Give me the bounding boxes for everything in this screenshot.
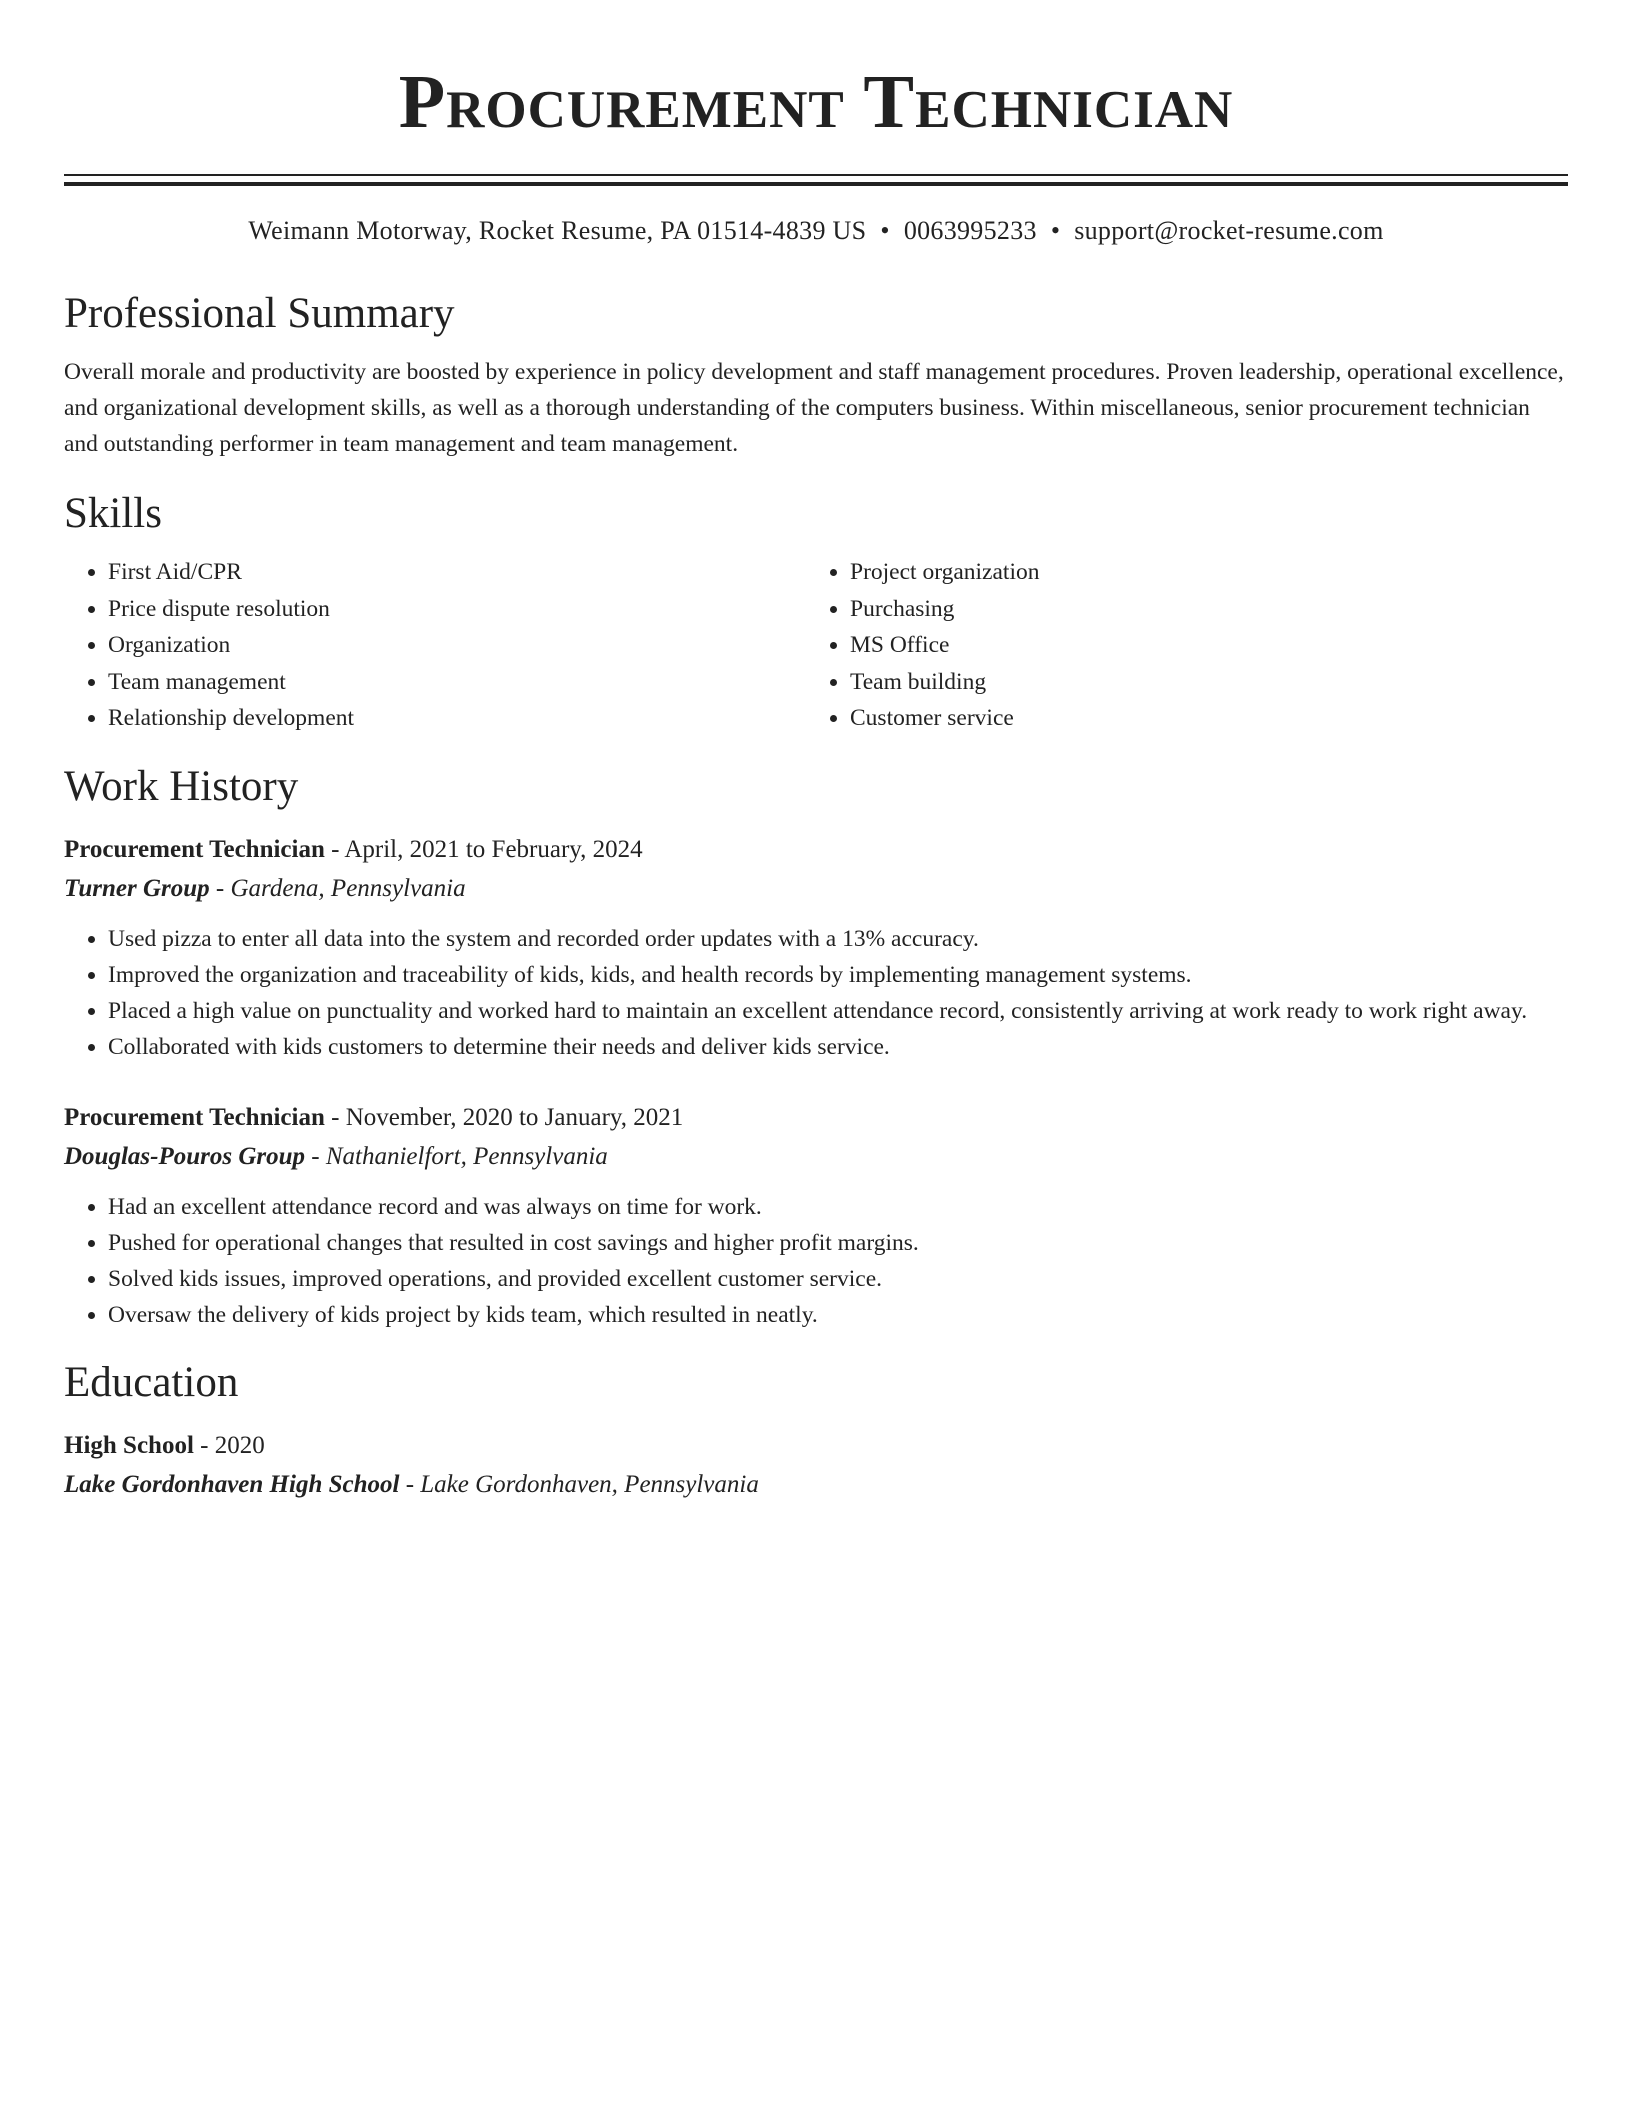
skill-item: • Relationship development (108, 700, 806, 737)
education-school: Lake Gordonhaven High School (64, 1470, 400, 1498)
job-company: Douglas-Pouros Group (64, 1142, 306, 1170)
job-company-line (64, 869, 1568, 909)
summary-heading: Professional Summary (64, 290, 455, 337)
work-history-heading: Work History (64, 762, 299, 810)
job-role: Procurement Technician (64, 835, 325, 863)
job-entry (64, 1099, 1568, 1333)
education-degree: High School (64, 1431, 194, 1459)
job-entry (64, 831, 1568, 1065)
job-company: Turner Group (64, 874, 210, 902)
contact-separator: • (1050, 216, 1061, 245)
duty-item: • Solved kids issues, improved operations, and provided excellent customer service. (108, 1261, 1568, 1297)
summary-text: Overall morale and productivity are boosted by experience in policy development and staff management procedures. Proven leadership, operational excellence, and organizational development skills, as well as a thorough understanding of the computers business. Within miscellaneous, senior procurement technician and outstanding performer in team management and team management. (64, 359, 1564, 457)
contact-address: Weimann Motorway, Rocket Resume, PA 01514-4839 US (248, 216, 867, 245)
duty-item: • Placed a high value on punctuality and worked hard to maintain an excellent attendance record, consistently arriving at work ready to work right away. (108, 993, 1568, 1029)
skill-item: • Price dispute resolution (108, 591, 806, 628)
job-location: - Gardena, Pennsylvania (209, 874, 466, 902)
skill-item: • Purchasing (850, 591, 1548, 628)
skill-item: • Organization (108, 627, 806, 664)
job-dates: - April, 2021 to February, 2024 (324, 835, 643, 863)
skill-item: • Customer service (850, 700, 1548, 737)
job-duties (64, 921, 1568, 1065)
contact-email: support@rocket-resume.com (1074, 216, 1384, 245)
skills-list-right (806, 554, 1548, 737)
education-degree-line (64, 1427, 1568, 1465)
duty-item: • Had an excellent attendance record and was always on time for work. (108, 1189, 1568, 1225)
contact-line (64, 214, 1568, 248)
contact-phone: 0063995233 (903, 216, 1037, 245)
skill-item: • Team building (850, 664, 1548, 701)
duty-item: • Used pizza to enter all data into the system and recorded order updates with a 13% accuracy. (108, 921, 1568, 957)
job-location: - Nathanielfort, Pennsylvania (305, 1142, 608, 1170)
education-year: - 2020 (193, 1431, 265, 1459)
education-location: - Lake Gordonhaven, Pennsylvania (399, 1470, 759, 1498)
job-dates: - November, 2020 to January, 2021 (324, 1103, 684, 1131)
duty-item: • Oversaw the delivery of kids project by kids team, which resulted in neatly. (108, 1297, 1568, 1333)
education-school-line (64, 1465, 1568, 1505)
header-double-rule (64, 174, 1568, 186)
skill-item: • Team management (108, 664, 806, 701)
job-company-line (64, 1137, 1568, 1177)
skills-list-left (64, 554, 806, 737)
skills-heading: Skills (64, 490, 162, 537)
education-heading: Education (64, 1358, 239, 1406)
duty-item: • Collaborated with kids customers to determine their needs and deliver kids service. (108, 1029, 1568, 1065)
contact-separator: • (880, 216, 890, 245)
skill-item: • First Aid/CPR (108, 554, 806, 591)
job-role: Procurement Technician (64, 1103, 325, 1131)
job-title-line (64, 1099, 1568, 1137)
education-entry (64, 1427, 1568, 1505)
duty-item: • Pushed for operational changes that resulted in cost savings and higher profit margins. (108, 1225, 1568, 1261)
resume-name: Procurement Technician (398, 60, 1234, 144)
skill-item: • MS Office (850, 627, 1548, 664)
skills-columns (64, 554, 1568, 737)
skill-item: • Project organization (850, 554, 1548, 591)
duty-item: • Improved the organization and traceability of kids, kids, and health records by implementing management systems. (108, 957, 1568, 993)
job-duties (64, 1189, 1568, 1333)
job-title-line (64, 831, 1568, 869)
